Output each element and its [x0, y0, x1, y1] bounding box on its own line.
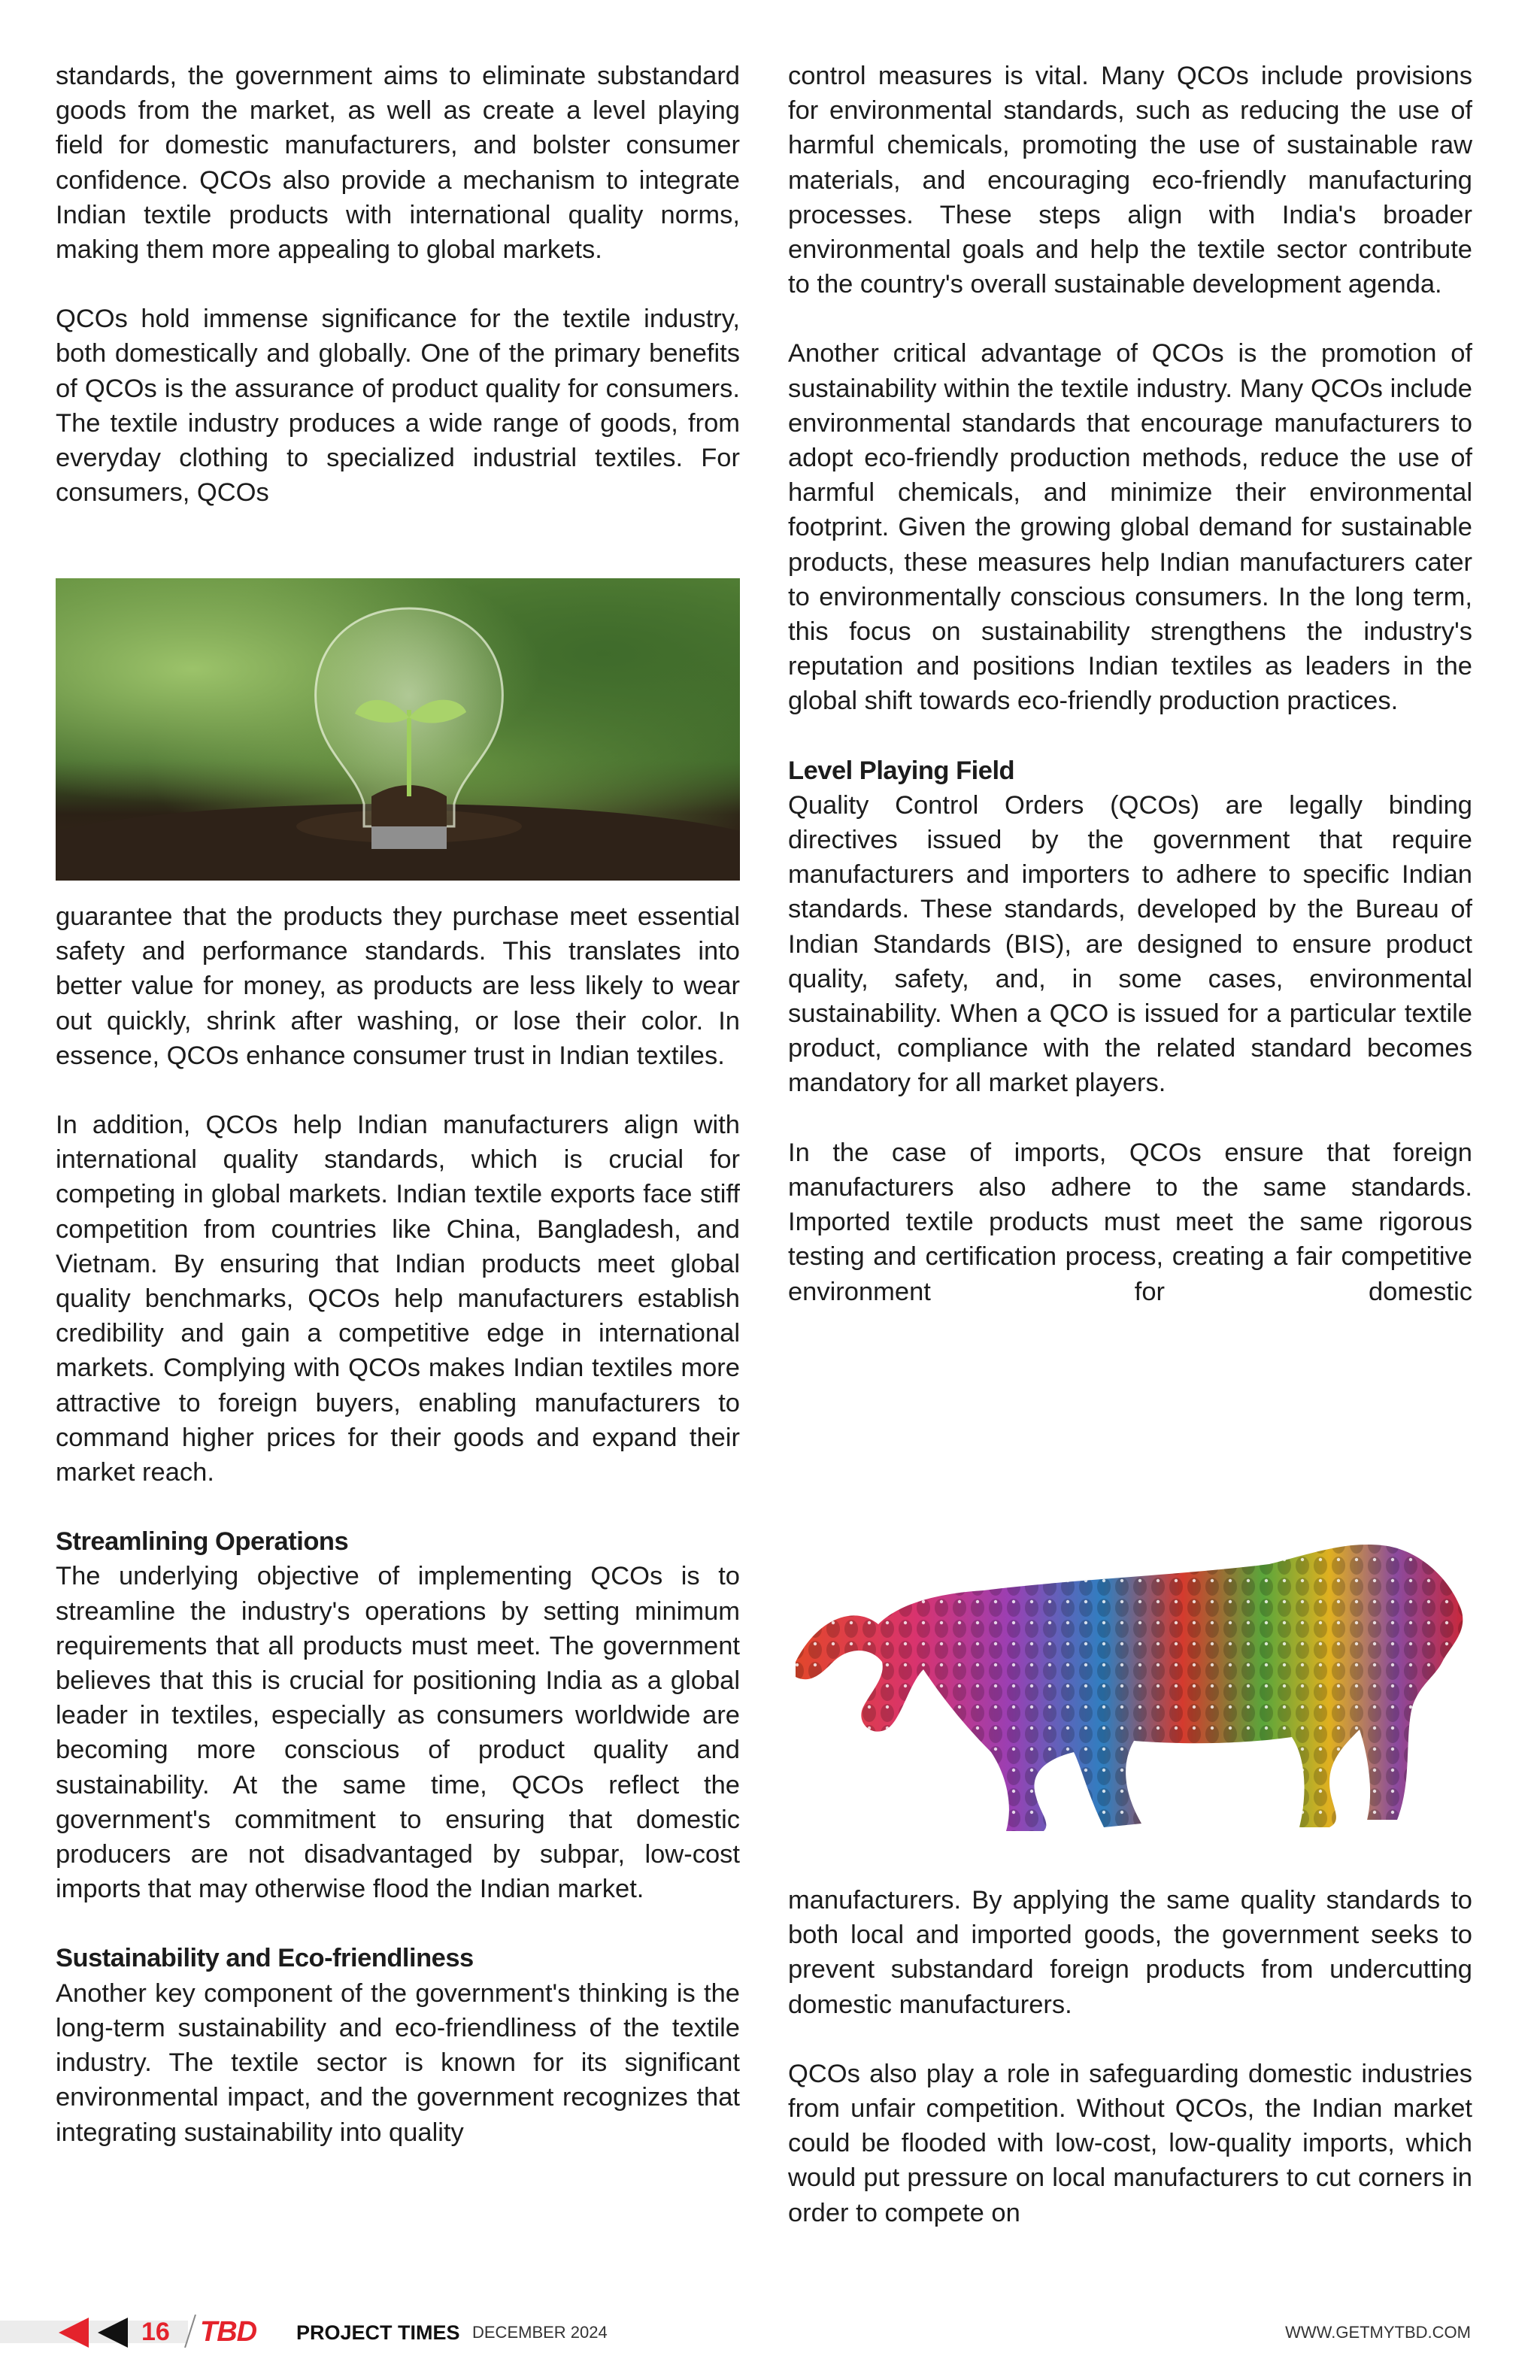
lightbulb-illustration: [56, 578, 740, 881]
paragraph: Quality Control Orders (QCOs) are legally binding directives issued by the government that require manufacturers and importers to adhere to specific Indian standards. These standards, developed by the Bureau of Indian Standards (BIS), are designed to ensure product quality, safety, and, in some cases, environmental sustainability. When a QCO is issued for a particular textile product, compliance with the related standard becomes mandatory for all market players.: [788, 790, 1472, 1098]
page-arrow-icon: [56, 2318, 131, 2348]
paragraph: In addition, QCOs help Indian manufacturers align with international quality standards, which is crucial for competing in global markets. Indian textile exports face stiff competition from countries like China, Bangladesh, and Vietnam. By ensuring that Indian products meet global quality benchmarks, QCOs help manufacturers establish credibility and gain a competitive edge in international markets. Complying with QCOs makes Indian textiles more attractive to foreign buyers, enabling manufacturers to command higher prices for their goods and expand their market reach.: [56, 1111, 740, 1487]
divider-slash: [183, 2315, 197, 2348]
brand-logo: TBD: [200, 2316, 257, 2348]
paragraph: manufacturers. By applying the same quality standards to both local and imported goods, the government seeks to prevent substandard foreign products from undercutting domestic manufacturers.: [788, 1886, 1472, 2019]
lion-illustration: [788, 1534, 1472, 1850]
left-column-continued: [56, 899, 740, 2150]
paragraph: In the case of imports, QCOs ensure that foreign manufacturers also adhere to the same standards. Imported textile products must meet the same rigorous testing and certification process, creating a fair competitive environment for domestic: [788, 1138, 1472, 1306]
paragraph: QCOs hold immense significance for the textile industry, both domestically and globally. One of the primary benefits of QCOs is the assurance of product quality for consumers. The textile industry produces a wide range of goods, from everyday clothing to specialized industrial textiles. For consumers, QCOs: [56, 305, 740, 508]
section-heading: Sustainability and Eco-friendliness: [56, 1944, 474, 1973]
section-heading: Level Playing Field: [788, 756, 1015, 785]
left-column: [56, 59, 740, 510]
publication-name: PROJECT TIMES: [296, 2321, 460, 2344]
right-column-continued: [788, 1883, 1472, 2230]
paragraph: Another critical advantage of QCOs is the promotion of sustainability within the textile industry. Many QCOs include environmental standards that encourage manufacturers to adopt eco-friendly production methods, reduce the use of harmful chemicals, and minimize their environmental footprint. Given the growing global demand for sustainable products, these measures help Indian manufacturers cater to environmentally conscious consumers. In the long term, this focus on sustainability strengthens the industry's reputation and positions Indian textiles as leaders in the global shift towards eco-friendly production practices.: [788, 339, 1472, 716]
page-number: 16: [141, 2318, 170, 2346]
paragraph: The underlying objective of implementing QCOs is to streamline the industry's operations by setting minimum requirements that all products must meet. The government believes that this is crucial for positioning India as a global leader in textiles, especially as consumers worldwide are becoming more conscious of product quality and sustainability. At the same time, QCOs reflect the government's commitment to ensuring that domestic producers are not disadvantaged by subpar, low-cost imports that may otherwise flood the Indian market.: [56, 1562, 740, 1904]
page-footer: [0, 2313, 1540, 2349]
section-heading: Streamlining Operations: [56, 1527, 349, 1557]
paragraph: standards, the government aims to eliminate substandard goods from the market, as well as create a level playing field for domestic manufacturers, and bolster consumer confidence. QCOs also provide a mechanism to integrate Indian textile products with international quality norms, making them more appealing to global markets.: [56, 62, 740, 265]
make-in-india-lion-image: [788, 1534, 1472, 1850]
lion-silhouette: [796, 1545, 1463, 1831]
paragraph: guarantee that the products they purchase meet essential safety and performance standards. This translates into better value for money, as products are less likely to wear out quickly, shrink after washing, or lose their color. In essence, QCOs enhance consumer trust in Indian textiles.: [56, 902, 740, 1070]
website-url: WWW.GETMYTBD.COM: [1285, 2323, 1471, 2342]
paragraph: QCOs also play a role in safeguarding domestic industries from unfair competition. Without QCOs, the Indian market could be flooded with low-cost, low-quality imports, which would put pressure on local manufacturers to cut corners in order to compete on: [788, 2059, 1472, 2227]
paragraph: Another key component of the government's thinking is the long-term sustainability and eco-friendliness of the textile industry. The textile sector is known for its significant environmental impact, and the government recognizes that integrating sustainability into quality: [56, 1978, 740, 2147]
right-column: [788, 59, 1472, 1309]
issue-date: DECEMBER 2024: [472, 2323, 608, 2342]
paragraph: control measures is vital. Many QCOs include provisions for environmental standards, such as reducing the use of harmful chemicals, promoting the use of sustainable raw materials, and encouraging eco-friendly manufacturing processes. These steps align with India's broader environmental goals and help the textile sector contribute to the country's overall sustainable development agenda.: [788, 62, 1472, 299]
lightbulb-seedling-photo: [56, 578, 740, 881]
